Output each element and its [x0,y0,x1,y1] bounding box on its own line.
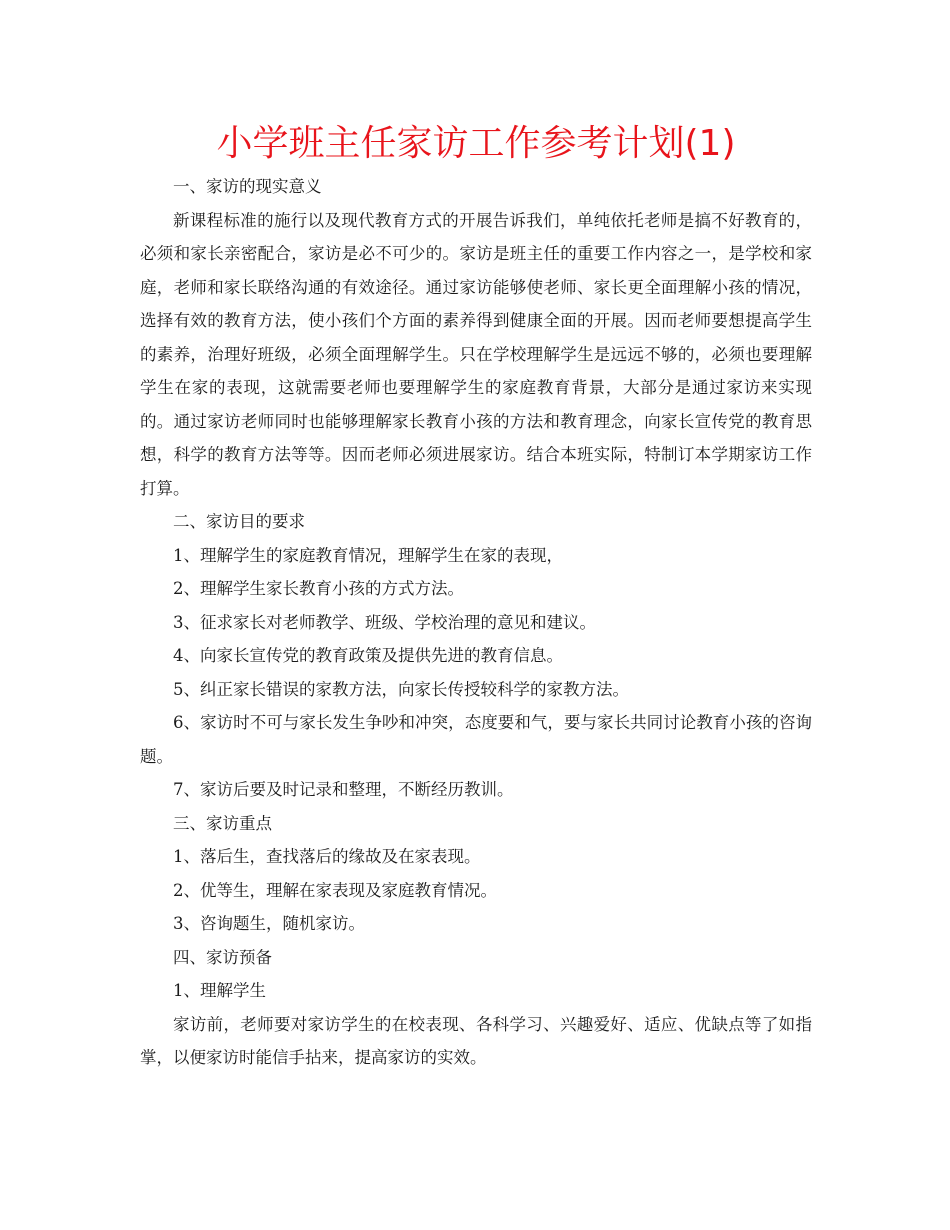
list-item: 1、理解学生的家庭教育情况，理解学生在家的表现， [173,545,563,565]
list-item: 2、优等生，理解在家表现及家庭教育情况。 [173,880,497,900]
list-item: 2、理解学生家长教育小孩的方式方法。 [173,579,464,598]
section-heading-1: 一、家访的现实意义 [173,177,322,196]
list-item: 4、向家长宣传党的教育政策及提供先进的教育信息。 [173,646,563,665]
section-heading-4: 四、家访预备 [173,947,272,967]
document-page [140,118,812,1075]
list-item: 1、落后生，查找落后的缘故及在家表现。 [173,847,481,866]
list-item: 7、家访后要及时记录和整理，不断经历教训。 [173,780,514,799]
paragraph-preparation: 家访前，老师要对家访学生的在校表现、各科学习、兴趣爱好、适应、优缺点等了如指掌，以便家访时能信手拈来，提高家访的实效。 [140,1014,812,1067]
list-item: 3、征求家长对老师教学、班级、学校治理的意见和建议。 [173,612,596,632]
list-item: 5、纠正家长错误的家教方法，向家长传授较科学的家教方法。 [173,679,629,699]
document-title: 小学班主任家访工作参考计划(1) [216,123,736,164]
list-item: 6、家访时不可与家长发生争吵和冲突，态度要和气，要与家长共同讨论教育小孩的咨询题。 [140,713,812,766]
subsection-heading: 1、理解学生 [173,981,266,1000]
section-heading-2: 二、家访目的要求 [173,512,305,531]
list-item: 3、咨询题生，随机家访。 [173,914,365,933]
document-body [140,170,812,1075]
paragraph-intro: 新课程标准的施行以及现代教育方式的开展告诉我们，单纯依托老师是搞不好教育的，必须和家长亲密配合，家访是必不可少的。家访是班主任的重要工作内容之一，是学校和家庭，老师和家长联络沟通的有效途径。通过家访能够使老师、家长更全面理解小孩的情况，选择有效的教育方法，使小孩们个方面的素养得到健康全面的开展。因而老师要想提高学生的素养，治理好班级，必须全面理解学生。只在学校理解学生是远远不够的，必须也要理解学生在家的表现，这就需要老师也要理解学生的家庭教育背景，大部分是通过家访来实现的。通过家访老师同时也能够理解家长教育小孩的方法和教育理念，向家长宣传党的教育思想，科学的教育方法等等。因而老师必须进展家访。结合本班实际，特制订本学期家访工作打算。 [140,210,812,498]
section-heading-3: 三、家访重点 [173,813,272,833]
